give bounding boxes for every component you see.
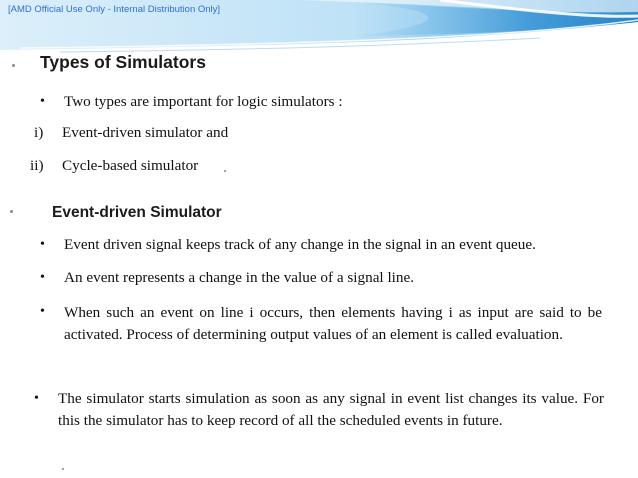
- bullet-icon: •: [40, 304, 45, 319]
- bullet-icon: •: [40, 270, 45, 285]
- scan-speck: [12, 64, 15, 67]
- bullet-icon: •: [34, 391, 39, 406]
- bullet-text-event-represents: An event represents a change in the value of a signal line.: [64, 269, 415, 286]
- bullet-icon: •: [40, 237, 45, 252]
- section-title-types-of-simulators: Types of Simulators: [40, 52, 206, 72]
- item-marker: i): [34, 124, 44, 141]
- item-marker: ii): [30, 157, 44, 174]
- scan-speck: [10, 210, 13, 213]
- bullet-text-simulation-start: The simulator starts simulation as soon as any signal in event list changes its value. For this the simulator has to keep record of all the scheduled events in future.: [58, 390, 604, 429]
- section-title-event-driven-simulator: Event-driven Simulator: [52, 204, 222, 221]
- item-text-cycle-based: Cycle-based simulator: [62, 157, 199, 174]
- scan-speck: [62, 468, 64, 470]
- scan-speck: [224, 170, 226, 172]
- intro-text: Two types are important for logic simulators :: [64, 93, 343, 110]
- bullet-text-event-queue: Event driven signal keeps track of any change in the signal in an event queue.: [64, 236, 536, 253]
- item-text-event-driven: Event-driven simulator and: [62, 124, 229, 141]
- classification-notice: [AMD Official Use Only - Internal Distribution Only]: [8, 4, 221, 15]
- bullet-text-activation-evaluation: When such an event on line i occurs, then elements having i as input are said to be activated. Process of determining output values of an element is called evaluation.: [64, 304, 602, 343]
- bullet-icon: •: [40, 94, 45, 109]
